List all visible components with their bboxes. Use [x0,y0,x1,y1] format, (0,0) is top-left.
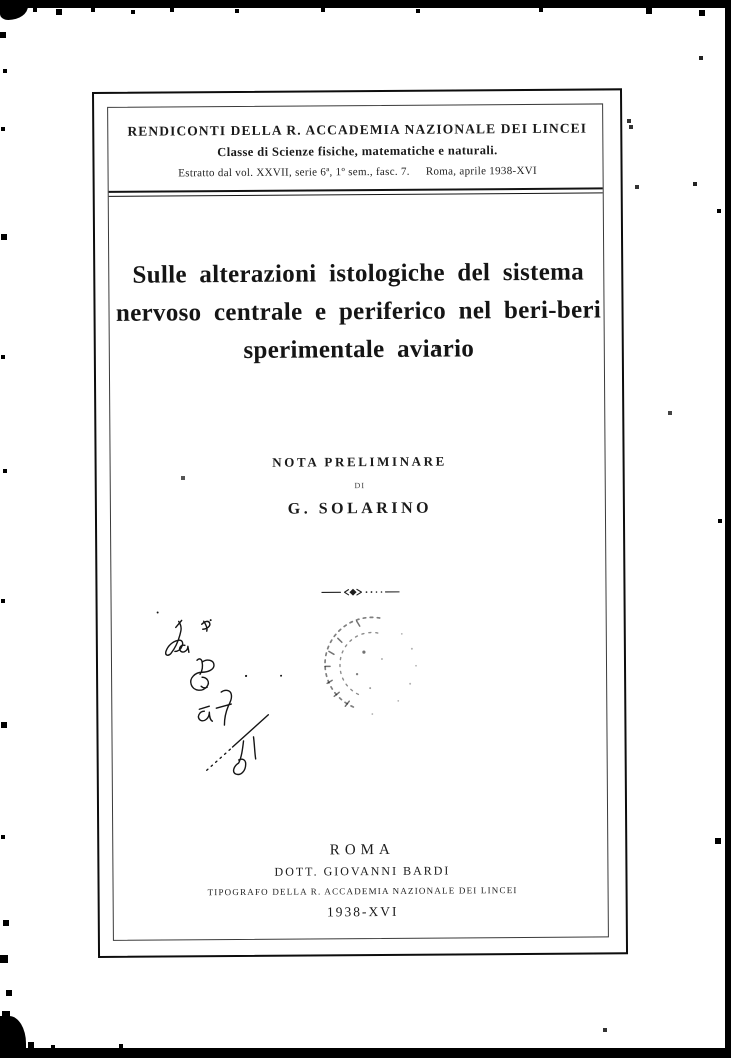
page-frame [92,88,628,958]
imprint-printer: DOTT. GIOVANNI BARDI [274,863,451,879]
ink-stamp-icon [312,604,433,725]
scan-edge-right [725,0,731,1058]
handwritten-marks [148,598,319,789]
scan-corner-top-left [0,0,28,20]
scan-edge-bottom [0,1048,731,1058]
inner-frame [107,103,609,940]
scan-noise-speckles [0,0,2,2]
imprint-city: ROMA [329,841,395,859]
paper-title-line-3: sperimentale aviario [243,335,475,364]
note-type-heading: NOTA PRELIMINARE [272,453,447,470]
extract-place-date: Roma, aprile 1938-XVI [425,164,537,178]
scan-corner-bottom-left [0,1016,26,1058]
paper-title-line-1: Sulle alterazioni istologiche del sistema [132,258,585,289]
journal-title: RENDICONTI DELLA R. ACCADEMIA NAZIONALE DEI LINCEI [127,120,588,139]
paper-title-line-2: nervoso centrale e periferico nel beri-beri [115,296,602,327]
imprint-year: 1938-XVI [326,903,399,920]
extract-volume: Estratto dal vol. XXVII, serie 6ª, 1º sem., fasc. 7. [178,165,410,180]
byline-di: DI [354,481,366,491]
imprint-printer-title: TIPOGRAFO DELLA R. ACCADEMIA NAZIONALE DEI LINCEI [207,885,518,898]
journal-series: Classe di Scienze fisiche, matematiche e naturali. [217,143,498,160]
ornament-divider-icon [321,586,399,599]
author-name: G. SOLARINO [287,499,433,518]
scan-edge-top [0,0,731,8]
